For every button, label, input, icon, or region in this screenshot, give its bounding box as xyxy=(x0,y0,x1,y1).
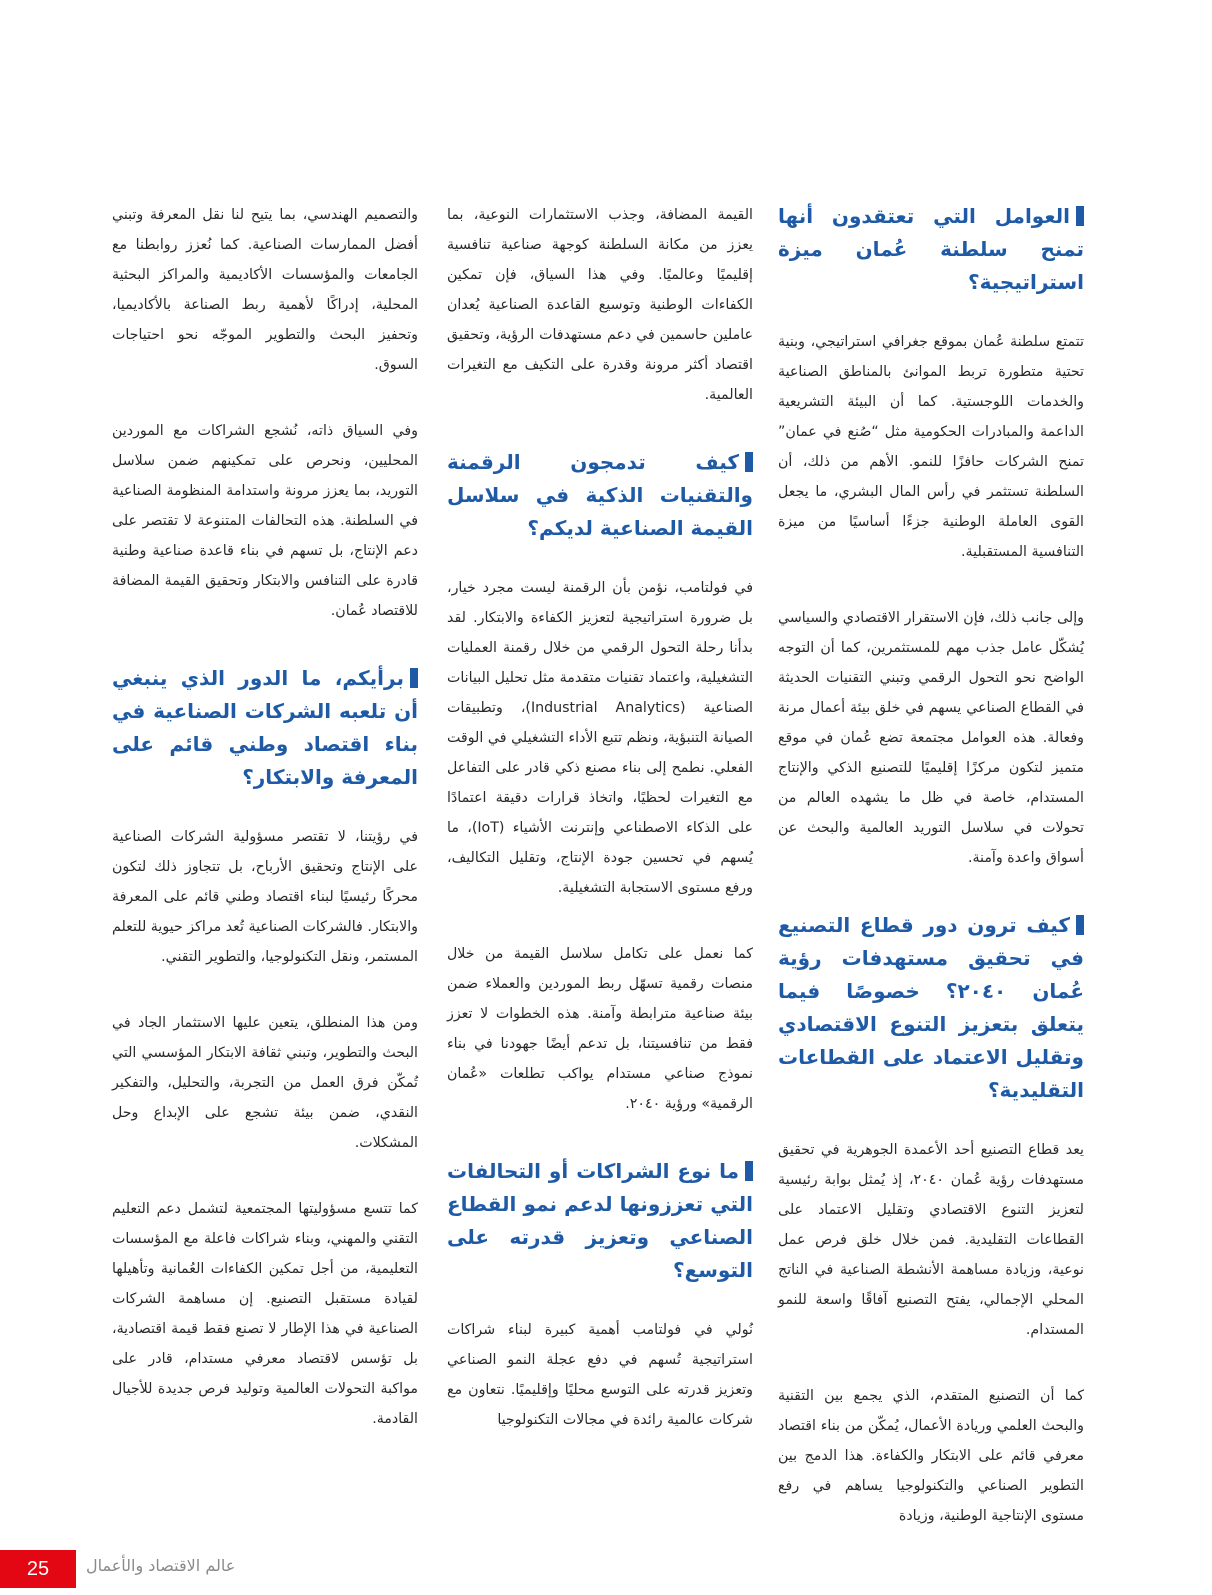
section-heading xyxy=(447,446,753,545)
heading-marker-icon xyxy=(1076,206,1084,226)
heading-text: برأيكم، ما الدور الذي ينبغي أن تلعبه الشركات الصناعية في بناء اقتصاد وطني قائم على المعرفة والابتكار؟ xyxy=(112,666,418,789)
magazine-title: عالم الاقتصاد والأعمال xyxy=(86,1556,236,1575)
heading-text: العوامل التي تعتقدون أنها تمنح سلطنة عُمان ميزة استراتيجية؟ xyxy=(778,204,1084,294)
section-heading xyxy=(778,909,1084,1107)
body-paragraph: وفي السياق ذاته، نُشجع الشراكات مع الموردين المحليين، ونحرص على تمكينهم ضمن سلاسل التوريد، بما يعزز مرونة واستدامة المنظومة الصناعية في السلطنة. هذه التحالفات المتنوعة لا تقتصر على دعم الإنتاج، بل تسهم في بناء قاعدة صناعية وطنية قادرة على التنافس والابتكار وتحقيق القيمة المضافة للاقتصاد عُمان. xyxy=(112,423,418,619)
body-paragraph: في فولتامب، نؤمن بأن الرقمنة ليست مجرد خيار، بل ضرورة استراتيجية لتعزيز الكفاءة والابتكار. لقد بدأنا رحلة التحول الرقمي من خلال رقمنة العمليات التشغيلية، واعتماد تقنيات متقدمة مثل تحليل البيانات الصناعية (Industrial Analytics)، وتطبيقات الصيانة التنبؤية، ونظم تتبع الأداء التشغيلي في الوقت الفعلي. نطمح إلى بناء مصنع ذكي قادر على التفاعل مع التغيرات لحظيًا، واتخاذ قرارات دقيقة اعتمادًا على الذكاء الاصطناعي وإنترنت الأشياء (IoT)، ما يُسهم في تحسين جودة الإنتاج، وتقليل التكاليف، ورفع مستوى الاستجابة التشغيلية. xyxy=(447,580,753,896)
body-paragraph: نُولي في فولتامب أهمية كبيرة لبناء شراكات استراتيجية تُسهم في دفع عجلة النمو الصناعي وتعزيز قدرته على التوسع محليًا وإقليميًا. نتعاون مع شركات عالمية رائدة في مجالات التكنولوجيا xyxy=(447,1322,753,1428)
heading-text: ما نوع الشراكات أو التحالفات التي تعززونها لدعم نمو القطاع الصناعي وتعزيز قدرته على التوسع؟ xyxy=(447,1159,753,1282)
body-paragraph: القيمة المضافة، وجذب الاستثمارات النوعية، بما يعزز من مكانة السلطنة كوجهة صناعية تنافسية إقليميًا وعالميًا. وفي هذا السياق، فإن تمكين الكفاءات الوطنية وتوسيع القاعدة الصناعية يُعدان عاملين حاسمين في دعم مستهدفات الرؤية، وتحقيق اقتصاد أكثر مرونة وقدرة على التكيف مع التغيرات العالمية. xyxy=(447,207,753,403)
heading-marker-icon xyxy=(745,452,753,472)
section-heading xyxy=(112,662,418,794)
body-paragraph: تتمتع سلطنة عُمان بموقع جغرافي استراتيجي، وبنية تحتية متطورة تربط الموانئ بالمناطق الصناعية والخدمات اللوجستية. كما أن البيئة التشريعية الداعمة والمبادرات الحكومية مثل “صُنع في عمان” تمنح الشركات حافزًا للنمو. الأهم من ذلك، أن السلطنة تستثمر في رأس المال البشري، ما يجعل القوى العاملة الوطنية جزءًا أساسيًا من ميزة التنافسية المستقبلية. xyxy=(778,334,1084,560)
body-paragraph: كما أن التصنيع المتقدم، الذي يجمع بين التقنية والبحث العلمي وريادة الأعمال، يُمكّن من بناء اقتصاد معرفي قائم على الابتكار والكفاءة. هذا الدمج بين التطوير الصناعي والتكنولوجيا يساهم في رفع مستوى الإنتاجية الوطنية، وزيادة xyxy=(778,1388,1084,1524)
heading-marker-icon xyxy=(745,1161,753,1181)
body-paragraph: ومن هذا المنطلق، يتعين عليها الاستثمار الجاد في البحث والتطوير، وتبني ثقافة الابتكار المؤسسي التي تُمكّن فرق العمل من التجربة، والتحليل، والتفكير النقدي، ضمن بيئة تشجع على الإبداع وحل المشكلات. xyxy=(112,1015,418,1151)
body-paragraph: كما تتسع مسؤوليتها المجتمعية لتشمل دعم التعليم التقني والمهني، وبناء شراكات فاعلة مع المؤسسات التعليمية، من أجل تمكين الكفاءات العُمانية وتأهيلها لقيادة مستقبل التصنيع. إن مساهمة الشركات الصناعية في هذا الإطار لا تصنع فقط قيمة اقتصادية، بل تؤسس لاقتصاد معرفي مستدام، قادر على مواكبة التحولات العالمية وتوليد فرص جديدة للأجيال القادمة. xyxy=(112,1201,418,1427)
heading-marker-icon xyxy=(410,668,418,688)
column-middle xyxy=(447,200,753,1471)
section-heading xyxy=(447,1155,753,1287)
heading-text: كيف تدمجون الرقمنة والتقنيات الذكية في سلاسل القيمة الصناعية لديكم؟ xyxy=(447,450,753,540)
body-paragraph: كما نعمل على تكامل سلاسل القيمة من خلال منصات رقمية تسهّل ربط الموردين والعملاء ضمن بيئة صناعية مترابطة وآمنة. هذه الخطوات لا تعزز فقط من تنافسيتنا، بل تدعم أيضًا جهودنا في بناء نموذج صناعي مستدام يواكب تطلعات «عُمان الرقمية» ورؤية ٢٠٤٠. xyxy=(447,946,753,1112)
page-number: 25 xyxy=(0,1550,76,1588)
section-heading xyxy=(778,200,1084,299)
heading-marker-icon xyxy=(1076,915,1084,935)
column-right xyxy=(778,200,1084,1567)
body-paragraph: يعد قطاع التصنيع أحد الأعمدة الجوهرية في تحقيق مستهدفات رؤية عُمان ٢٠٤٠، إذ يُمثل بوابة رئيسية لتعزيز التنوع الاقتصادي وتقليل الاعتماد على القطاعات التقليدية. فمن خلال خلق فرص عمل نوعية، وزيادة مساهمة الأنشطة الصناعية في الناتج المحلي الإجمالي، يفتح التصنيع آفاقًا واسعة للنمو المستدام. xyxy=(778,1142,1084,1338)
body-paragraph: والتصميم الهندسي، بما يتيح لنا نقل المعرفة وتبني أفضل الممارسات الصناعية. كما نُعزز روابطنا مع الجامعات والمؤسسات الأكاديمية والمراكز البحثية المحلية، إدراكًا لأهمية ربط الصناعة بالأكاديميا، وتحفيز البحث والتطوير الموجّه نحو احتياجات السوق. xyxy=(112,207,418,373)
body-paragraph: وإلى جانب ذلك، فإن الاستقرار الاقتصادي والسياسي يُشكّل عامل جذب مهم للمستثمرين، كما أن التوجه الواضح نحو التحول الرقمي وتبني التقنيات الحديثة في القطاع الصناعي يسهم في خلق بيئة أعمال مرنة وفعالة. هذه العوامل مجتمعة تضع عُمان في موقع متميز لتكون مركزًا إقليميًا للتصنيع الذكي والإنتاج المستدام، خاصة في ظل ما يشهده العالم من تحولات في سلاسل التوريد العالمية والبحث عن أسواق واعدة وآمنة. xyxy=(778,610,1084,866)
column-left xyxy=(112,200,418,1470)
page-footer xyxy=(0,1550,380,1590)
heading-text: كيف ترون دور قطاع التصنيع في تحقيق مستهدفات رؤية عُمان ٢٠٤٠؟ خصوصًا فيما يتعلق بتعزيز التنوع الاقتصادي وتقليل الاعتماد على القطاعات التقليدية؟ xyxy=(778,913,1084,1102)
body-paragraph: في رؤيتنا، لا تقتصر مسؤولية الشركات الصناعية على الإنتاج وتحقيق الأرباح، بل تتجاوز ذلك لتكون محركًا رئيسيًا لبناء اقتصاد وطني قائم على المعرفة والابتكار. فالشركات الصناعية تُعد مراكز حيوية للتعلم المستمر، ونقل التكنولوجيا، والتطوير التقني. xyxy=(112,829,418,965)
